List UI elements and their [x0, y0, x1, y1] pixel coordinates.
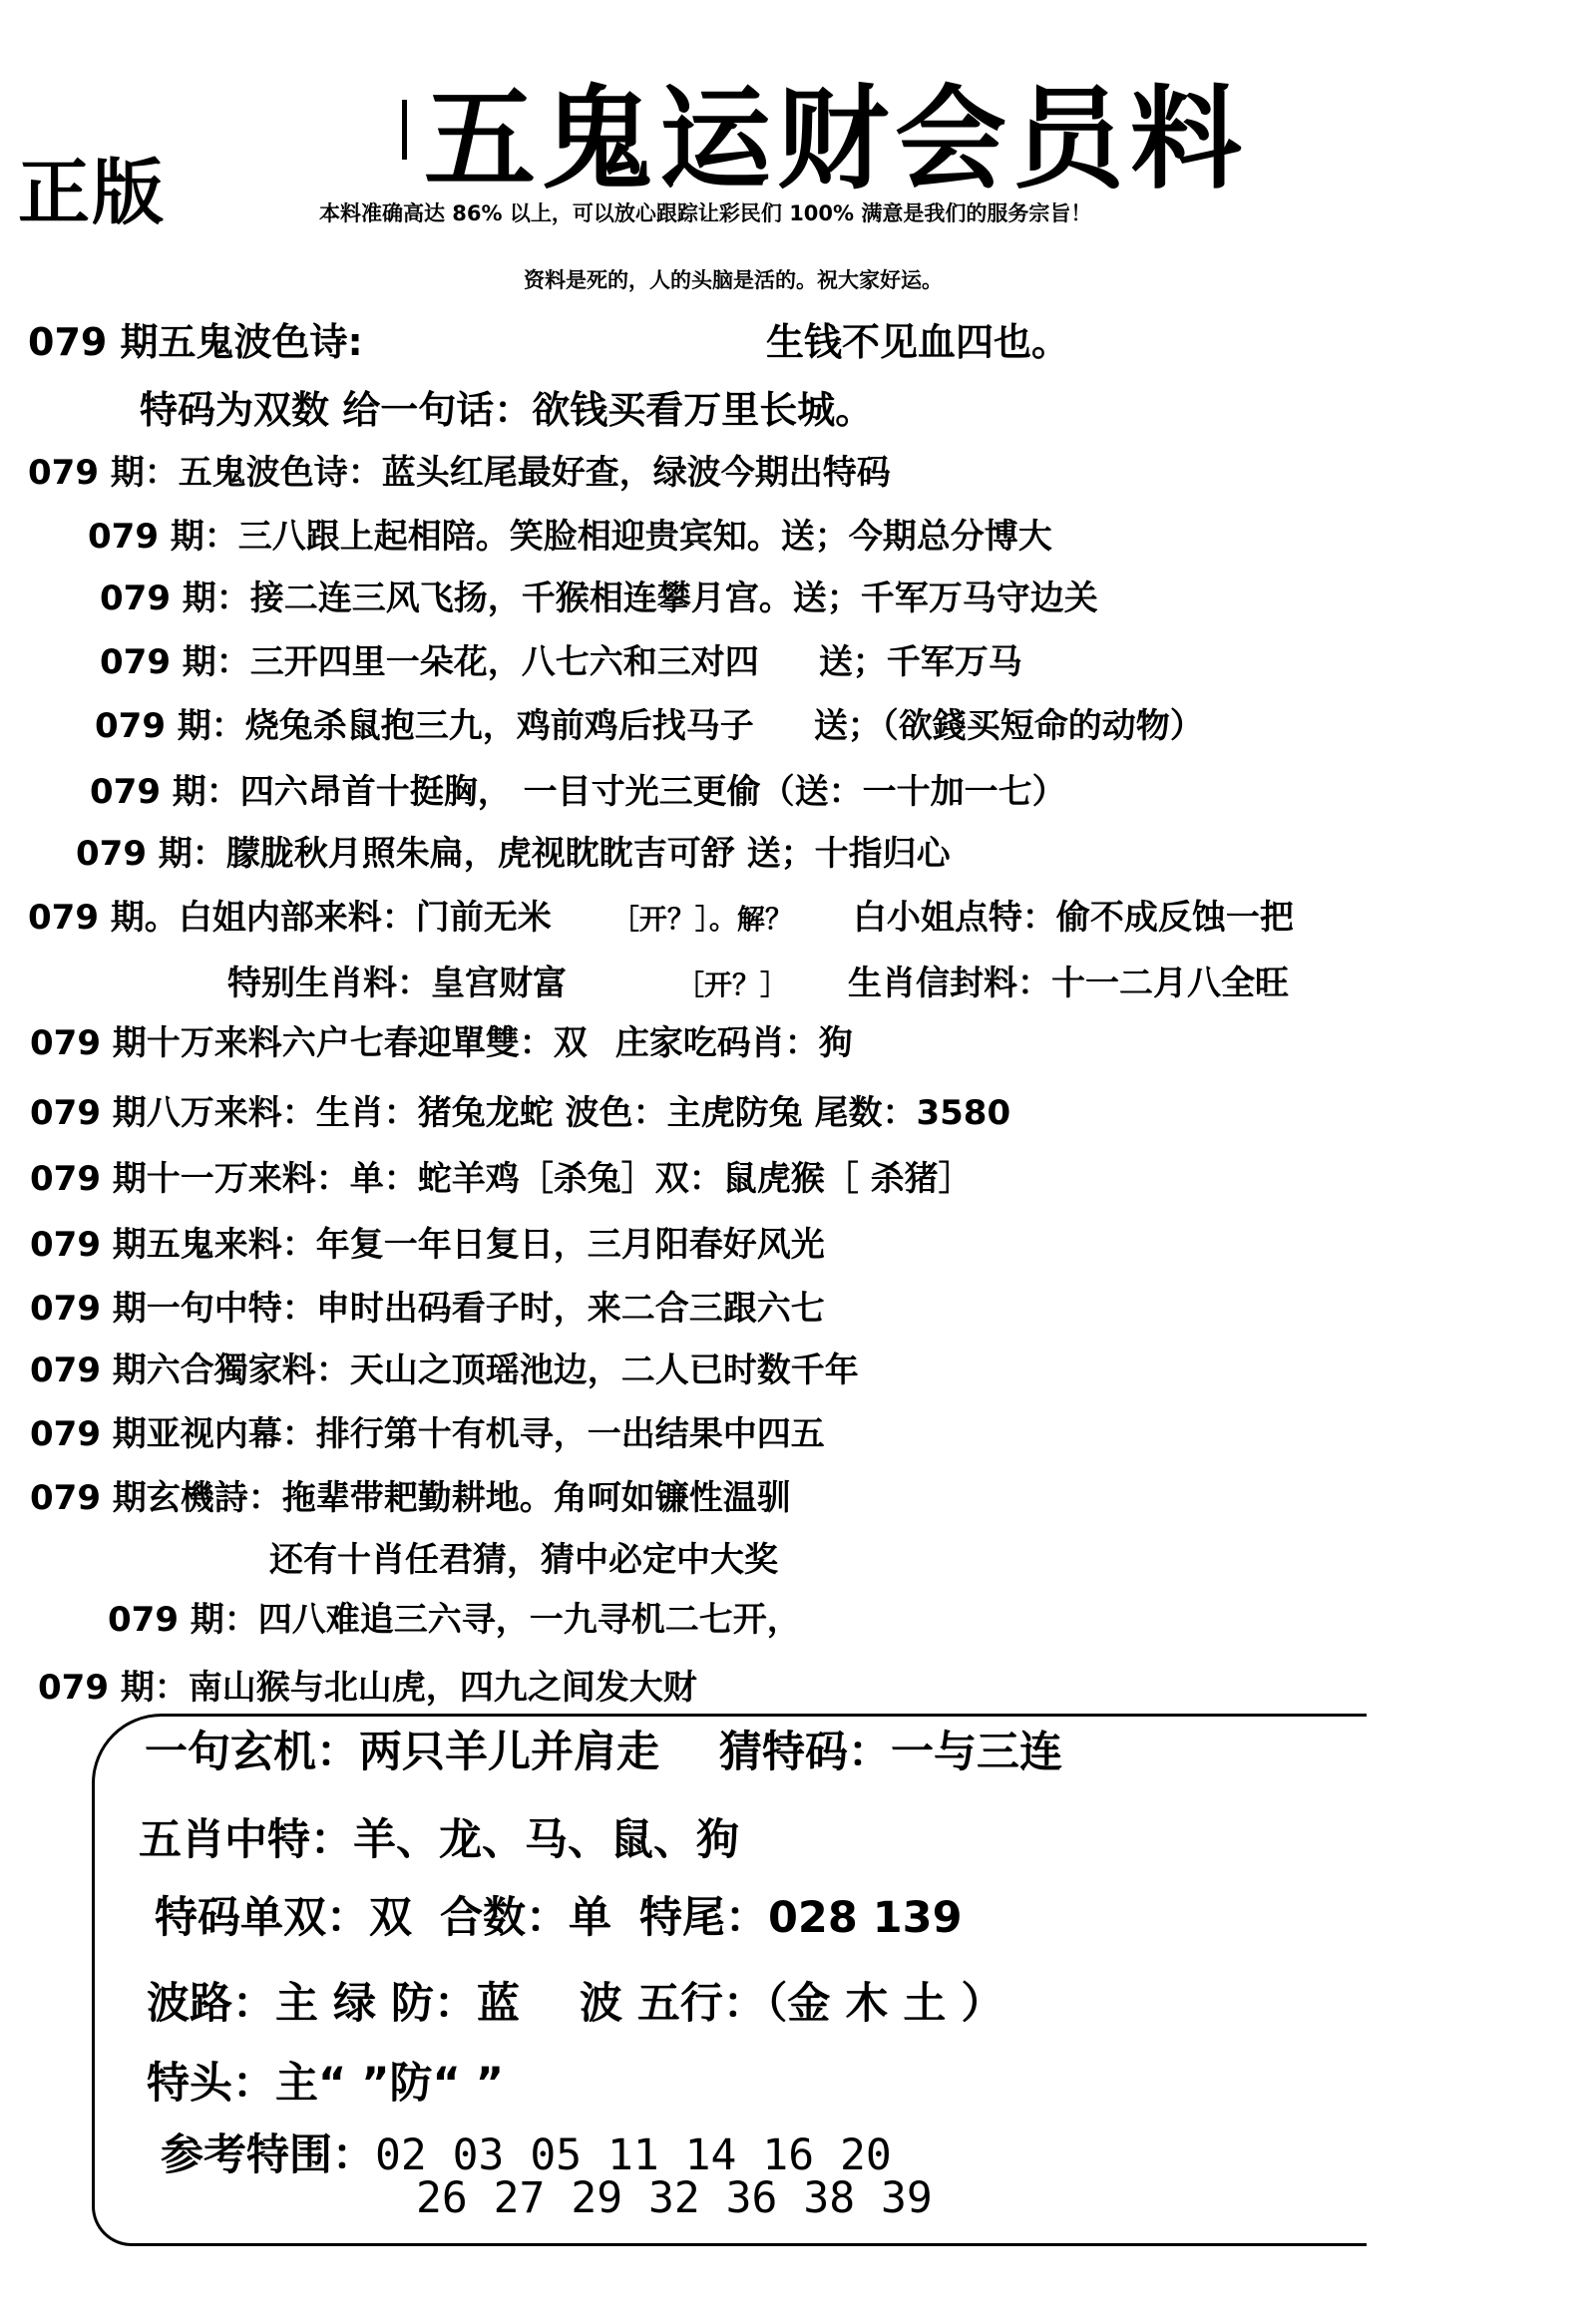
line-extra: 生肖信封料：十一二月八全旺	[848, 964, 1290, 1003]
subtitle-claim: 本料准确高达 86% 以上，可以放心跟踪让彩民们 100% 满意是我们的服务宗旨！	[319, 201, 1092, 225]
line-text: 079 期：三开四里一朵花，八七六和三对四	[100, 642, 759, 682]
line-text: 特别生肖料：皇宫财富	[227, 964, 567, 1003]
line-extra: 送；（欲錢买短命的动物）	[813, 706, 1204, 746]
line-extra: 庄家吃码肖：狗	[614, 1023, 853, 1063]
wave-route: 波路：主 绿 防：蓝	[147, 1979, 520, 2029]
line-22: 079 期：南山猴与北山虎，四九之间发大财	[38, 1668, 697, 1708]
line-7	[95, 698, 1204, 747]
line-extra: 送；千军万马	[818, 642, 1022, 682]
subtitle-greeting: 资料是死的，人的头脑是活的。祝大家好运。	[524, 268, 943, 292]
line-15: 079 期五鬼来料：年复一年日复日，三月阳春好风光	[30, 1225, 825, 1265]
page-title: 五鬼运财会员料	[424, 74, 1248, 204]
line-14: 079 期十一万来料：单：蛇羊鸡［杀兔］双：鼠虎猴［ 杀猪］	[30, 1159, 973, 1199]
box-row-2: 五肖中特：羊、龙、马、鼠、狗	[139, 1815, 739, 1865]
line-3: 079 期：五鬼波色诗：蓝头红尾最好查，绿波今期出特码	[28, 453, 891, 493]
line-8: 079 期：四六昂首十挺胸， 一目寸光三更偷（送：一十加一七）	[90, 772, 1066, 812]
line-text: 079 期：烧兔杀鼠抱三九，鸡前鸡后找马子	[95, 706, 754, 746]
line-20: 还有十肖任君猜，猜中必定中大奖	[269, 1540, 778, 1580]
line-19: 079 期玄機詩：拖辈带耙勤耕地。角呵如镰性温驯	[30, 1478, 791, 1518]
line-6	[100, 634, 1022, 683]
line-13: 079 期八万来料：生肖：猪兔龙蛇 波色：主虎防兔 尾数：3580	[30, 1093, 1011, 1133]
box-row-5: 特头：主“ ”防“ ”	[147, 2059, 504, 2109]
line-9: 079 期：朦胧秋月照朱扁，虎视眈眈吉可舒 送；十指归心	[76, 834, 951, 874]
ref-label: 参考特围：	[161, 2130, 375, 2180]
odd-even: 特码单双：双	[155, 1893, 412, 1943]
line-extra: 白小姐点特：偷不成反蚀一把	[852, 898, 1294, 938]
line-1	[28, 311, 1070, 366]
line-11	[227, 956, 1289, 1004]
tail-numbers: 特尾：028 139	[639, 1893, 963, 1943]
title-bar-mark	[402, 100, 407, 160]
ref-numbers-1: 02 03 05 11 14 16 20	[375, 2130, 892, 2180]
line-10	[28, 890, 1294, 939]
line-18: 079 期亚视内幕：排行第十有机寻，一出结果中四五	[30, 1414, 825, 1454]
line-16: 079 期一句中特：申时出码看子时，来二合三跟六七	[30, 1289, 825, 1329]
line-bracket: ［开？］。解？	[610, 903, 793, 936]
box-row-1	[145, 1719, 1062, 1779]
guess-code: 猜特码：一与三连	[719, 1728, 1062, 1777]
line-12	[30, 1015, 853, 1064]
line-value: 生钱不见血四也。	[766, 320, 1070, 364]
line-4: 079 期：三八跟上起相陪。笑脸相迎贵宾知。送；今期总分博大	[88, 517, 1052, 557]
line-label: 079 期五鬼波色诗:	[28, 320, 363, 364]
five-elements: 波 五行：（金 木 土 ）	[579, 1979, 1004, 2029]
riddle: 一句玄机：两只羊儿并肩走	[145, 1728, 659, 1777]
line-text: 079 期。白姐内部来料：门前无米	[28, 898, 552, 938]
line-2: 特码为双数 给一句话：欲钱买看万里长城。	[140, 388, 874, 432]
line-21: 079 期：四八难追三六寻，一九寻机二七开，	[108, 1600, 801, 1640]
line-17: 079 期六合獨家料：天山之顶瑶池边，二人已时数千年	[30, 1351, 859, 1390]
summary-box	[92, 1714, 1367, 2246]
box-row-3	[155, 1884, 963, 1945]
line-5: 079 期：接二连三风飞扬，千猴相连攀月宫。送；千军万马守边关	[100, 579, 1098, 618]
ref-numbers-2: 26 27 29 32 36 38 39	[416, 2173, 933, 2223]
edition-badge: 正版	[18, 150, 167, 234]
sum-parity: 合数：单	[440, 1893, 611, 1943]
line-bracket: ［开？］	[676, 968, 789, 1001]
line-text: 079 期十万来料六户七春迎單雙：双	[30, 1023, 588, 1063]
box-row-4	[147, 1970, 1003, 2031]
